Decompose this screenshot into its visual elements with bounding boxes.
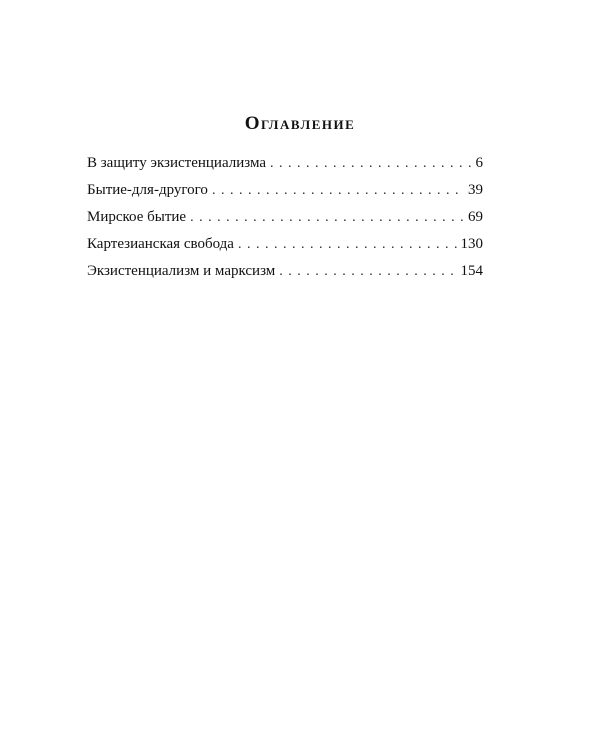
dot-leader (212, 183, 464, 199)
toc-entry-label: В защиту экзистенциализма (87, 155, 267, 171)
toc-entry[interactable] (87, 182, 483, 209)
toc-entry-page: 39 (468, 182, 483, 198)
toc-entry-page: 6 (475, 155, 483, 171)
toc-entry-label: Экзистенциализм и марксизм (87, 263, 276, 279)
toc-entry-page: 69 (468, 209, 483, 225)
dot-leader (190, 210, 464, 226)
dot-leader (270, 156, 471, 172)
toc-title: Оглавление (244, 113, 356, 134)
dot-leader (238, 237, 457, 253)
toc-entry-label: Бытие-для-другого (87, 182, 208, 198)
toc-entry[interactable] (87, 236, 483, 263)
table-of-contents (87, 155, 483, 290)
toc-entry-page: 154 (460, 263, 483, 279)
toc-entry-label: Мирское бытие (87, 209, 187, 225)
toc-entry[interactable] (87, 263, 483, 290)
dot-leader (279, 264, 456, 280)
toc-entry-label: Картезианская свобода (87, 236, 234, 252)
toc-entry-page: 130 (460, 236, 483, 252)
toc-entry[interactable] (87, 155, 483, 182)
toc-entry[interactable] (87, 209, 483, 236)
